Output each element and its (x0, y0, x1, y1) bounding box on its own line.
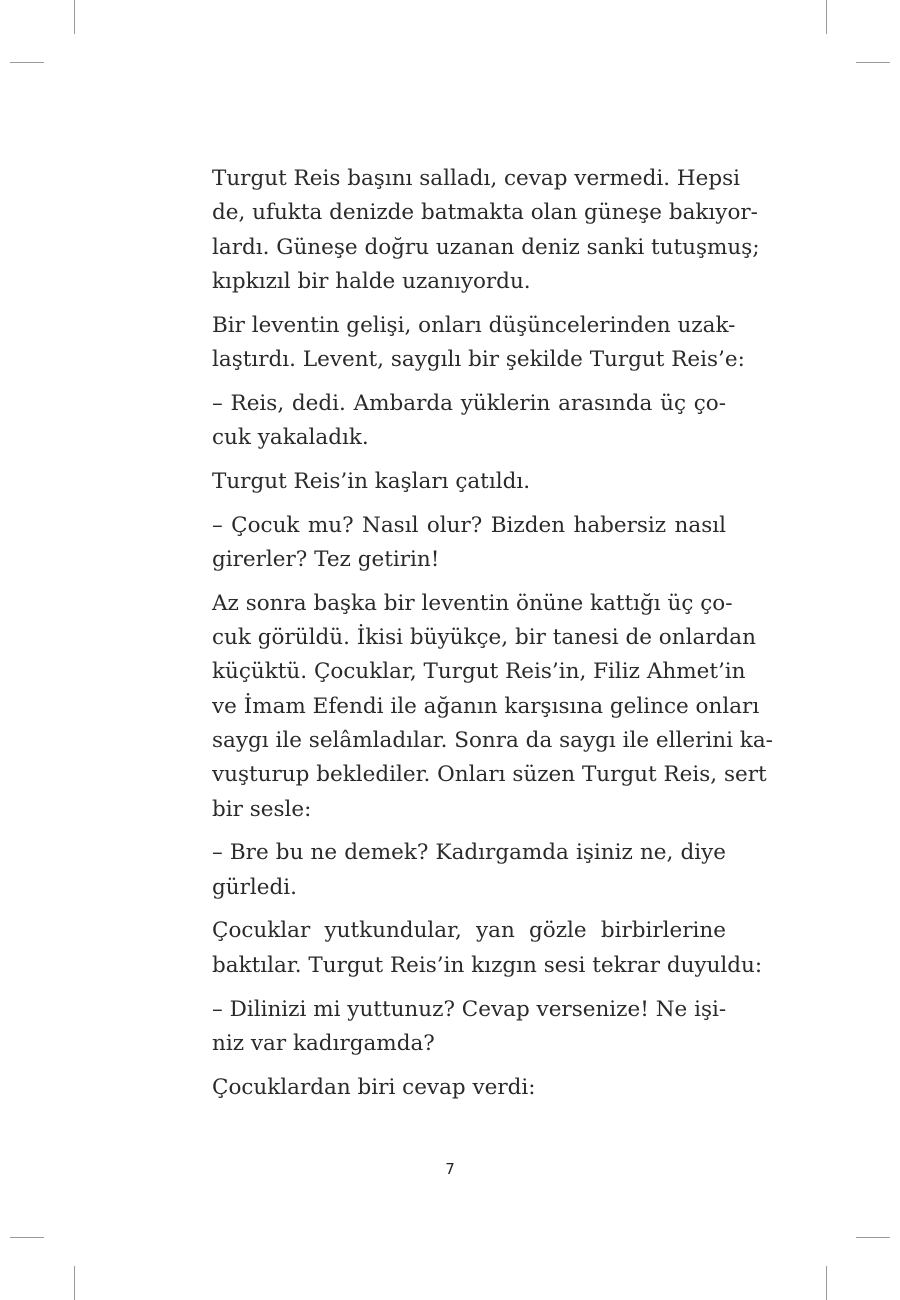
text-line: – Reis, dedi. Ambarda yüklerin arasında üç ço- (212, 390, 726, 416)
text-line: gürledi. (212, 874, 297, 900)
text-line: küçüktü. Çocuklar, Turgut Reis’in, Filiz Ahmet’in (212, 659, 746, 685)
paragraph (212, 993, 726, 1062)
text-line: – Çocuk mu? Nasıl olur? Bizden habersiz nasıl (212, 512, 726, 538)
text-line: ve İmam Efendi ile ağanın karşısına gelince onları (212, 693, 760, 719)
crop-mark-bottom-left-horizontal (10, 1237, 44, 1238)
text-line: bir sesle: (212, 796, 312, 822)
text-line: Az sonra başka bir leventin önüne kattığı üç ço- (212, 590, 733, 616)
text-line: Turgut Reis’in kaşları çatıldı. (212, 468, 531, 494)
book-page-text (212, 162, 773, 1114)
text-line: Bir leventin gelişi, onları düşüncelerinden uzak- (212, 312, 736, 338)
text-line: baktılar. Turgut Reis’in kızgın sesi tekrar duyuldu: (212, 952, 763, 978)
paragraph (212, 309, 745, 378)
text-line: Çocuklar yutkundular, yan gözle birbirlerine (212, 918, 726, 944)
text-line: – Bre bu ne demek? Kadırgamda işiniz ne, diye (212, 840, 726, 866)
text-line: Çocuklardan biri cevap verdi: (212, 1074, 536, 1100)
text-line: laştırdı. Levent, saygılı bir şekilde Turgut Reis’e: (212, 346, 745, 372)
crop-mark-bottom-left-vertical (74, 1266, 75, 1300)
crop-mark-bottom-right-vertical (826, 1266, 827, 1300)
crop-mark-bottom-right-horizontal (856, 1237, 890, 1238)
paragraph (212, 465, 726, 499)
text-line: niz var kadırgamda? (212, 1030, 435, 1056)
text-line: vuşturup beklediler. Onları süzen Turgut Reis, sert (212, 762, 767, 788)
crop-mark-top-left-vertical (74, 0, 75, 34)
text-line: cuk görüldü. İkisi büyükçe, bir tanesi de onlardan (212, 625, 756, 651)
paragraph (212, 162, 760, 299)
crop-mark-top-right-horizontal (856, 62, 890, 63)
paragraph (212, 387, 726, 456)
text-line: lardı. Güneşe doğru uzanan deniz sanki tutuşmuş; (212, 234, 760, 260)
paragraph (212, 836, 726, 905)
paragraph (212, 1071, 726, 1105)
paragraph (212, 509, 726, 578)
text-line: de, ufukta denizde batmakta olan güneşe bakıyor- (212, 200, 758, 226)
crop-mark-top-right-vertical (826, 0, 827, 34)
paragraph (212, 587, 773, 827)
text-line: Turgut Reis başını salladı, cevap vermedi. Hepsi (212, 166, 741, 191)
page-number: 7 (445, 1160, 455, 1178)
text-line: kıpkızıl bir halde uzanıyordu. (212, 268, 531, 294)
text-line: saygı ile selâmladılar. Sonra da saygı ile ellerini ka- (212, 727, 773, 753)
text-line: cuk yakaladık. (212, 425, 369, 451)
paragraph (212, 914, 763, 983)
text-line: – Dilinizi mi yuttunuz? Cevap versenize! Ne işi- (212, 996, 727, 1022)
text-line: girerler? Tez getirin! (212, 546, 440, 572)
crop-mark-top-left-horizontal (10, 62, 44, 63)
